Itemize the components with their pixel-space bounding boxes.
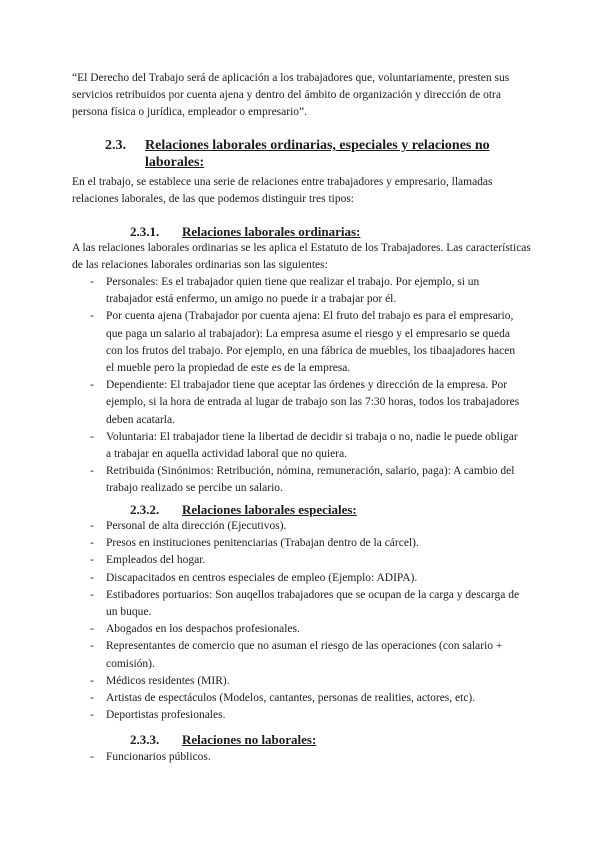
list-item-text: Personal de alta dirección (Ejecutivos). — [106, 520, 287, 532]
dash-bullet: - — [90, 640, 94, 653]
list-item — [72, 587, 522, 621]
list-item-text: Artistas de espectáculos (Modelos, cantantes, personas de realities, actores, etc). — [106, 692, 476, 705]
dash-bullet: - — [90, 310, 94, 323]
list-item — [72, 429, 522, 463]
dash-bullet: - — [90, 709, 94, 722]
section-number: 2.3.2. — [130, 502, 160, 517]
list-item — [72, 673, 522, 690]
list-item-text: Retribuida (Sinónimos: Retribución, nómina, remuneración, salario, paga): A cambio del trabajo realizado se percibe un salario. — [106, 465, 515, 495]
list-item — [72, 518, 522, 535]
list-item — [72, 274, 522, 308]
dash-bullet: - — [90, 751, 94, 763]
section-2-3-2-heading — [130, 502, 357, 518]
dash-bullet: - — [90, 554, 94, 567]
section-2-3-1-heading — [130, 224, 360, 240]
section-title: Relaciones laborales especiales: — [182, 502, 357, 517]
list-item-text: Funcionarios públicos. — [106, 751, 211, 763]
list-item — [72, 621, 522, 638]
list-item-text: Dependiente: El trabajador tiene que aceptar las órdenes y dirección de la empresa. Por ejemplo, si la hora de entrada al lugar de trabajo son las 7:30 horas, todos los trabajadores deben acatarla. — [106, 379, 520, 426]
section-number: 2.3.1. — [130, 224, 160, 239]
list-item-text: Empleados del hogar. — [106, 554, 206, 567]
list-item — [72, 535, 522, 552]
dash-bullet: - — [90, 692, 94, 705]
dash-bullet: - — [90, 276, 94, 288]
non-labor-relations-list — [72, 749, 522, 766]
dash-bullet: - — [90, 571, 94, 584]
section-title: Relaciones no laborales: — [182, 732, 317, 747]
dash-bullet: - — [90, 430, 94, 443]
list-item-text: Estibadores portuarios: Son auqellos trabajadores que se ocupan de la carga y descarga de un buque. — [106, 588, 520, 619]
list-item — [72, 552, 522, 569]
dash-bullet: - — [90, 520, 94, 532]
section-2-3-intro: En el trabajo, se establece una serie de relaciones entre trabajadores y empresario, llamadas relaciones laborales, de las que podemos distinguir tres tipos: — [72, 176, 493, 206]
section-number: 2.3. — [105, 138, 126, 153]
section-2-3-3-heading — [130, 732, 316, 748]
list-item — [72, 463, 522, 497]
list-item-text: Médicos residentes (MIR). — [106, 674, 230, 687]
dash-bullet: - — [90, 623, 94, 636]
list-item — [72, 749, 522, 766]
dash-bullet: - — [90, 674, 94, 687]
list-item-text: Representantes de comercio que no asuman el riesgo de las operaciones (con salario + comisión). — [106, 640, 503, 670]
section-title: Relaciones laborales ordinarias, especiales y relaciones no laborales: — [145, 138, 490, 170]
list-item — [72, 690, 522, 707]
section-number: 2.3.3. — [130, 732, 160, 747]
list-item-text: Abogados en los despachos profesionales. — [106, 623, 300, 636]
list-item — [72, 308, 522, 377]
dash-bullet: - — [90, 537, 94, 550]
section-2-3-1-intro: A las relaciones laborales ordinarias se les aplica el Estatuto de los Trabajadores. Las características de las relaciones laborales ordinarias son las siguientes: — [72, 242, 531, 272]
list-item — [72, 377, 522, 429]
special-relations-list — [72, 518, 522, 724]
list-item-text: Presos en instituciones penitenciarias (Trabajan dentro de la cárcel). — [106, 537, 419, 550]
intro-quote: “El Derecho del Trabajo será de aplicación a los trabajadores que, voluntariamente, presten sus servicios retribuidos por cuenta ajena y dentro del ámbito de organización y dirección de otra persona física o jurídica, empleador o empresario”. — [72, 72, 510, 119]
list-item-text: Personales: Es el trabajador quien tiene que realizar el trabajo. Por ejemplo, si un trabajador está enfermo, un amigo no puede ir a trabajar por él. — [106, 276, 480, 306]
ordinary-relations-list — [72, 274, 522, 498]
list-item-text: Voluntaria: El trabajador tiene la libertad de decidir si trabaja o no, nadie le puede obligar a trabajar en aquella actividad laboral que no quiera. — [106, 430, 518, 461]
dash-bullet: - — [90, 465, 94, 478]
section-title: Relaciones laborales ordinarias: — [182, 224, 361, 239]
list-item — [72, 707, 522, 724]
dash-bullet: - — [90, 588, 94, 601]
list-item-text: Por cuenta ajena (Trabajador por cuenta ajena: El fruto del trabajo es para el empresario, que paga un salario al trabajador): La empresa asume el riesgo y el empresario se queda con los frutos del trabajo. Por ejemplo, en una fábrica de muebles, los tibaajadores hacen el mueble pero la propiedad de este es de la empresa. — [106, 310, 516, 375]
list-item — [72, 570, 522, 587]
list-item-text: Discapacitados en centros especiales de empleo (Ejemplo: ADIPA). — [106, 571, 418, 584]
list-item — [72, 638, 522, 672]
dash-bullet: - — [90, 379, 94, 392]
list-item-text: Deportistas profesionales. — [106, 709, 226, 722]
